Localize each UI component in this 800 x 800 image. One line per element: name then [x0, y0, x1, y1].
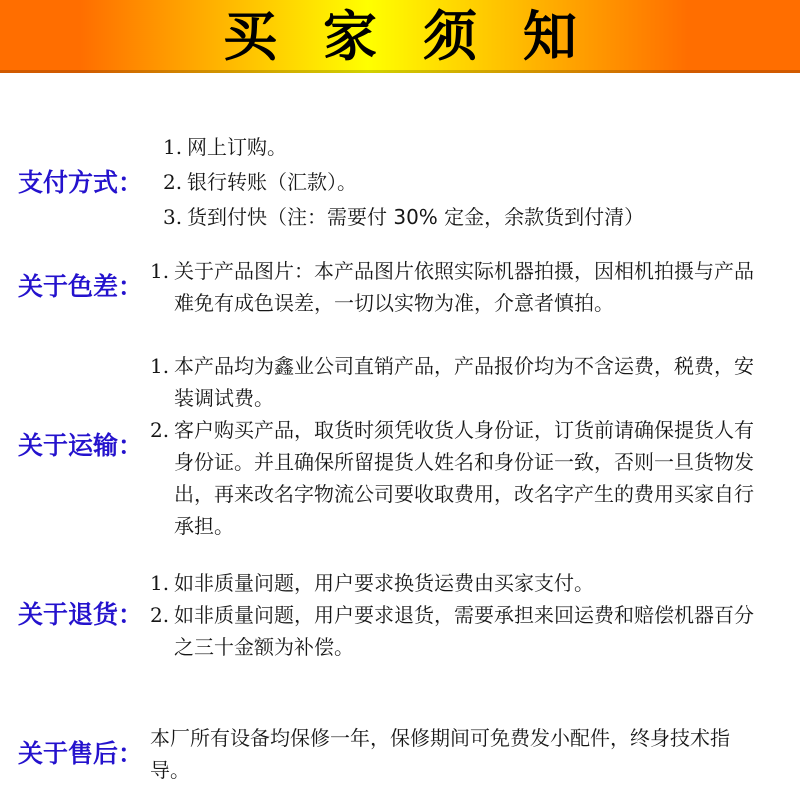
list-item: [150, 414, 754, 542]
item-number: 1.: [150, 354, 170, 378]
section-shipping: [0, 350, 800, 542]
section-label-returns: 关于退货：: [18, 600, 144, 629]
item-text: 如非质量问题，用户要求换货运费由买家支付。: [174, 571, 594, 595]
section-label-after-sales: 关于售后：: [18, 739, 144, 768]
item-text: 客户购买产品，取货时须凭收货人身份证，订货前请确保提货人有身份证。并且确保所留提货人姓名和身份证一致，否则一旦货物发出，再来改名字物流公司要收取费用，改名字产生的费用买家自行承担。: [174, 418, 754, 538]
item-number: 1.: [150, 571, 170, 595]
section-payment: [0, 130, 800, 235]
section-after-sales: [0, 722, 800, 786]
section-label-color-difference: 关于色差：: [18, 272, 144, 301]
item-text: 货到付快（注：需要付 30% 定金，余款货到付清）: [187, 205, 645, 229]
page-title: 买家须知: [223, 4, 623, 68]
section-body-after-sales: [150, 722, 800, 786]
item-text: 本产品均为鑫业公司直销产品，产品报价均为不含运费，税费，安装调试费。: [174, 354, 754, 410]
list-item: [150, 599, 754, 663]
list-item: [163, 130, 754, 165]
item-text: 关于产品图片：本产品图片依照实际机器拍摄，因相机拍摄与产品难免有成色误差，一切以实物为准，介意者慎拍。: [174, 259, 754, 315]
list-item: [150, 567, 754, 599]
item-number: 1.: [163, 135, 183, 159]
notice-content: [0, 73, 800, 786]
item-number: 2.: [150, 603, 170, 627]
item-text: 网上订购。: [187, 135, 287, 159]
list-item: [163, 165, 754, 200]
section-body-returns: [150, 567, 800, 663]
section-body-shipping: [150, 350, 800, 542]
section-label-shipping: 关于运输：: [18, 431, 144, 460]
item-number: 3.: [163, 205, 183, 229]
list-item: [150, 350, 754, 414]
item-text: 如非质量问题，用户要求退货，需要承担来回运费和赔偿机器百分之三十金额为补偿。: [174, 603, 754, 659]
section-body-color-difference: [150, 255, 800, 319]
section-color-difference: [0, 255, 800, 319]
item-text: 本厂所有设备均保修一年，保修期间可免费发小配件，终身技术指导。: [150, 726, 730, 782]
banner: [0, 0, 800, 73]
list-item: [163, 200, 754, 235]
section-label-payment: 支付方式：: [18, 167, 144, 197]
item-number: 2.: [150, 418, 170, 442]
list-item: [150, 255, 754, 319]
item-text: 银行转账（汇款）。: [187, 170, 357, 194]
section-returns: [0, 567, 800, 663]
section-body-payment: [150, 130, 800, 235]
item-number: 2.: [163, 170, 183, 194]
item-number: 1.: [150, 259, 170, 283]
